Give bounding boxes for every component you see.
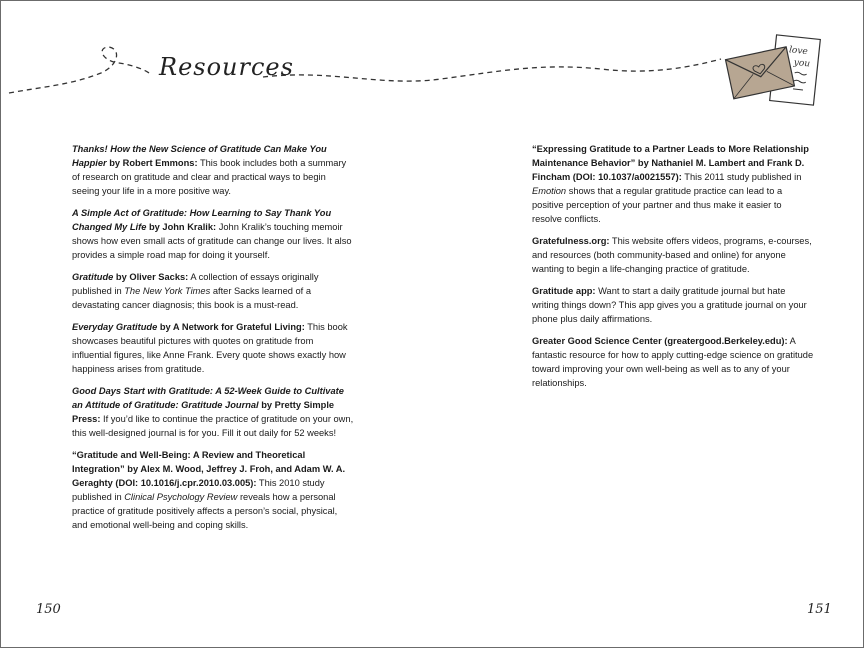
entry-text: This 2010 study published in [72, 478, 325, 502]
entry-text: If you’d like to continue the practice of gratitude on your own, this well-designed journal is for you. Fill it out daily for 52 weeks! [72, 414, 354, 438]
entry-text-b: by A Network for Grateful Living: [157, 322, 305, 332]
entry-text-bi: Thanks! How the New Science of Gratitude Can Make You Happier [72, 144, 327, 168]
entry-text-b: by Robert Emmons: [106, 158, 198, 168]
entry-text: This 2011 study published in [681, 172, 802, 182]
entry-text: after Sacks learned of a devastating cancer diagnosis; this book is a must-read. [72, 286, 312, 310]
entry-text-bi: A Simple Act of Gratitude: How Learning to Say Thank You Changed My Life [72, 208, 332, 232]
entry-text: This website offers videos, programs, e-courses, and resources (both community-based and online) for anyone wanting to begin a life-changing practice of gratitude. [532, 236, 812, 274]
note-word-love: love [788, 45, 809, 58]
entry-text-i: Emotion [532, 186, 567, 196]
resource-entry [532, 284, 814, 326]
entry-text: A fantastic resource for how to apply cutting-edge science on gratitude toward improving your own well-being as well as to any of your relationships. [532, 336, 814, 388]
entry-text-b: “Gratitude and Well-Being: A Review and Theoretical Integration” by Alex M. Wood, Jeffrey J. Froh, and Adam W. A. Geraghty (DOI: 10.1016/j.cpr.2010.03.005): [72, 450, 346, 488]
resource-entry [532, 334, 814, 390]
resource-entry [72, 448, 354, 532]
entry-text: A collection of essays originally published in [72, 272, 319, 296]
entry-text-bi: Gratitude [72, 272, 114, 282]
entry-text-b: Greater Good Science Center (greatergood.Berkeley.edu): [532, 336, 788, 346]
entry-text-i: The New York Times [124, 286, 211, 296]
entry-text: This book showcases beautiful pictures with quotes on gratitude from influential figures, like Anne Frank. Every quote shows exactly how happiness arises from gratitude. [72, 322, 348, 374]
entry-text-b: Gratitude app: [532, 286, 596, 296]
entry-text-b: by Pretty Simple Press: [72, 400, 335, 424]
entry-text: reveals how a personal practice of gratitude positively affects a person’s social, physical, and emotional well-being and coping skills. [72, 492, 338, 530]
left-page-number: 150 [36, 602, 61, 617]
love-letter-illustration [1, 1, 864, 131]
left-resource-list [72, 142, 354, 540]
right-page-number: 151 [807, 602, 832, 617]
right-resource-list [532, 142, 814, 398]
entry-text-b: Gratefulness.org: [532, 236, 610, 246]
resource-entry [72, 384, 354, 440]
entry-text: John Kralik’s touching memoir shows how even small acts of gratitude can change our lives. It also provides a simple road map for doing it yourself. [72, 222, 352, 260]
entry-text: Want to start a daily gratitude journal but hate writing things down? This app gives you a gratitude journal on your phone plus daily affirmations. [532, 286, 807, 324]
note-word-you: you [793, 57, 811, 70]
entry-text-b: by John Kralik: [146, 222, 217, 232]
resource-entry [72, 142, 354, 198]
page-title: Resources [159, 53, 294, 81]
resource-entry [532, 234, 814, 276]
resource-entry [72, 270, 354, 312]
entry-text: shows that a regular gratitude practice can lead to a positive perception of your partner and thus make it easier to resolve conflicts. [532, 186, 783, 224]
entry-text-i: Clinical Psychology Review [124, 492, 238, 502]
entry-text-bi: Everyday Gratitude [72, 322, 158, 332]
resource-entry [72, 320, 354, 376]
entry-text-b: by Oliver Sacks: [113, 272, 189, 282]
resource-entry [532, 142, 814, 226]
entry-text: This book includes both a summary of research on gratitude and clear and practical ways to begin seeing your life in a more positive way. [72, 158, 347, 196]
entry-text-bi: Good Days Start with Gratitude: A 52-Week Guide to Cultivate an Attitude of Gratitude: Gratitude Journal [72, 386, 344, 410]
resource-entry [72, 206, 354, 262]
entry-text-b: “Expressing Gratitude to a Partner Leads to More Relationship Maintenance Behavior” by Nathaniel M. Lambert and Frank D. Fincham (DOI: 10.1037/a0021557): [532, 144, 809, 182]
